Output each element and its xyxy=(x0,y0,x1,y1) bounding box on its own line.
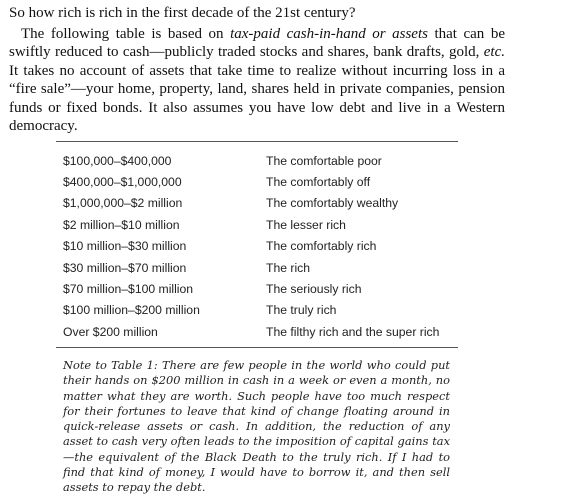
wealth-category: The comfortably off xyxy=(266,175,371,190)
wealth-range: $70 million–$100 million xyxy=(63,282,194,297)
wealth-category: The filthy rich and the super rich xyxy=(266,324,440,339)
wealth-category: The seriously rich xyxy=(266,282,362,297)
table-note: Note to Table 1: There are few people in the world who could put their hands on $200 million in cash in a week or even a month, no matter what they are worth. Such people have too much respect for their fortunes to leave that kind of change floating around in quick-release assets or cash. In addition, the reduction of any asset to cash very often leads to the imposition of capital gains tax—the equivalent of the Black Death to the truly rich. If I had to find that kind of money, I would have to borrow it, and then sell assets to repay the debt. xyxy=(63,358,450,495)
wealth-range: $10 million–$30 million xyxy=(63,239,187,254)
table-row xyxy=(63,150,463,171)
section-heading: So how rich is rich in the first decade of the 21st century? xyxy=(9,5,356,21)
table-row xyxy=(63,300,463,321)
intro-emphasis-1: tax-paid cash-in-hand or assets xyxy=(230,26,428,42)
table-row xyxy=(63,171,463,192)
wealth-range: $1,000,000–$2 million xyxy=(63,196,183,211)
wealth-category: The lesser rich xyxy=(266,217,346,232)
wealth-range: $400,000–$1,000,000 xyxy=(63,175,182,190)
intro-emphasis-2: etc. xyxy=(483,44,505,61)
intro-text-1: The following table is based on xyxy=(21,26,231,42)
table-top-rule xyxy=(56,141,458,142)
wealth-range: $2 million–$10 million xyxy=(63,217,180,232)
intro-text-2: that can be swiftly reduced to cash—publicly traded stocks and shares, bank drafts, gold, xyxy=(9,26,505,61)
wealth-table xyxy=(63,150,463,343)
wealth-category: The comfortable poor xyxy=(266,153,382,168)
wealth-range: $100 million–$200 million xyxy=(63,303,200,318)
wealth-category: The truly rich xyxy=(266,303,337,318)
wealth-range: $100,000–$400,000 xyxy=(63,153,172,168)
table-row xyxy=(63,193,463,214)
wealth-category: The comfortably rich xyxy=(266,239,377,254)
table-bottom-rule xyxy=(56,347,458,348)
wealth-category: The rich xyxy=(266,260,311,275)
table-row xyxy=(63,236,463,257)
wealth-category: The comfortably wealthy xyxy=(266,196,399,211)
wealth-range: Over $200 million xyxy=(63,324,158,339)
intro-paragraph xyxy=(9,25,505,135)
table-row xyxy=(63,278,463,299)
wealth-range: $30 million–$70 million xyxy=(63,260,187,275)
table-row xyxy=(63,257,463,278)
table-row xyxy=(63,214,463,235)
intro-text-3: It takes no account of assets that take time to realize without incurring loss in a “fire sale”—your home, property, land, shares held in private companies, pension funds or fixed bonds. It also assumes you have low debt and live in a Western democracy. xyxy=(9,62,505,135)
table-row xyxy=(63,321,463,342)
